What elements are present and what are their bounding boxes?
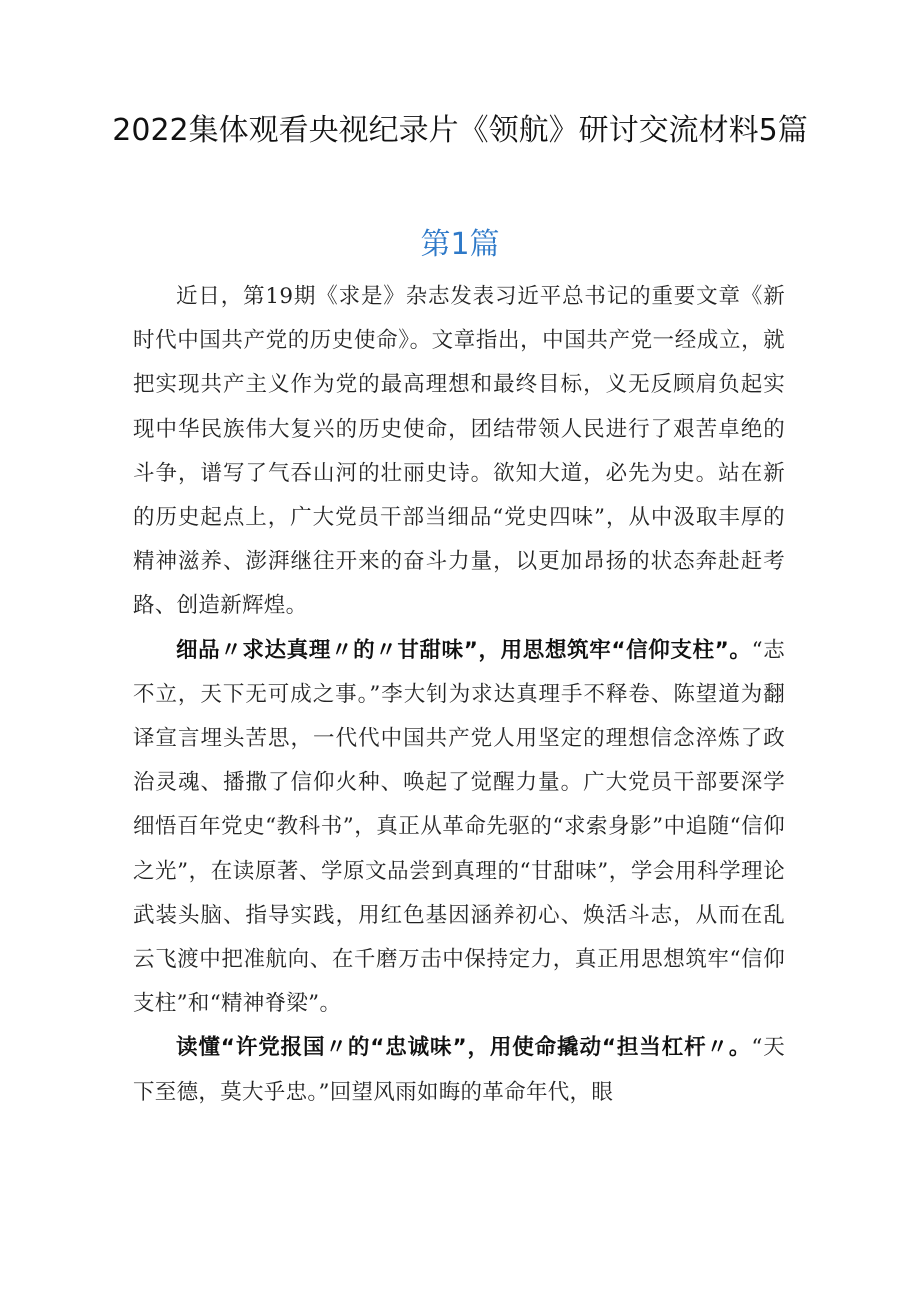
paragraph-lead: 读懂“许党报国〃的“忠诚味”，用使命撬动“担当杠杆〃。 bbox=[176, 1035, 752, 1061]
paragraph-text: “天下至德，莫大乎忠。”回望风雨如晦的革命年代，眼 bbox=[133, 1035, 786, 1105]
paragraph-intro bbox=[133, 275, 785, 629]
document-body bbox=[133, 275, 785, 1115]
paragraph-truth bbox=[133, 629, 785, 1027]
paragraph-text: “志不立，天下无可成之事。”李大钊为求达真理手不释卷、陈望道为翻译宣言埋头苦思，一代代中国共产党人用坚定的理想信念淬炼了政治灵魂、播撒了信仰火种、唤起了觉醒力量。广大党员干部要深学细悟百年党史“教科书”，真正从革命先驱的“求索身影”中追随“信仰之光”，在读原著、学原文品尝到真理的“甘甜味”，学会用科学理论武装头脑、指导实践，用红色基因涵养初心、焕活斗志，从而在乱云飞渡中把准航向、在千磨万击中保持定力，真正用思想筑牢“信仰支柱”和“精神脊梁”。 bbox=[133, 637, 786, 1017]
paragraph-loyalty bbox=[133, 1026, 785, 1114]
document-title: 2022集体观看央视纪录片《领航》研讨交流材料5篇 bbox=[112, 113, 808, 148]
section-heading: 第1篇 bbox=[420, 227, 500, 262]
paragraph-lead: 细品〃求达真理〃的〃甘甜味”，用思想筑牢“信仰支柱”。 bbox=[176, 637, 752, 663]
paragraph-text: 近日，第19期《求是》杂志发表习近平总书记的重要文章《新时代中国共产党的历史使命》。文章指出，中国共产党一经成立，就把实现共产主义作为党的最高理想和最终目标，义无反顾肩负起实现中华民族伟大复兴的历史使命，团结带领人民进行了艰苦卓绝的斗争，谱写了气吞山河的壮丽史诗。欲知大道，必先为史。站在新的历史起点上，广大党员干部当细品“党史四味”，从中汲取丰厚的精神滋养、澎湃继往开来的奋斗力量，以更加昂扬的状态奔赴赶考路、创造新辉煌。 bbox=[133, 284, 785, 619]
